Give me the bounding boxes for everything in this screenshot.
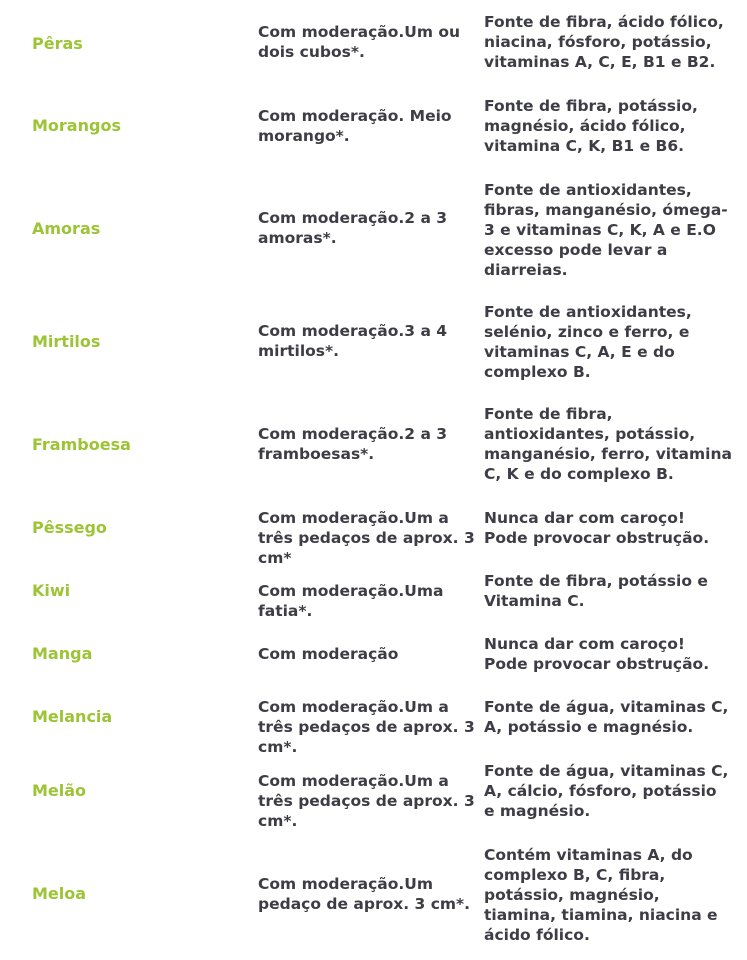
portion-text: Com moderação xyxy=(258,645,399,663)
benefits-text: Fonte de fibra, potássio, magnésio, ácido fólico, vitamina C, K, B1 e B6. xyxy=(484,97,698,155)
benefits-text: Fonte de fibra, antioxidantes, potássio, manganésio, ferro, vitamina C, K e do complexo B. xyxy=(484,405,732,483)
portion-text: Com moderação.Um a três pedaços de aprox. 3 cm*. xyxy=(258,698,475,756)
benefits-text: Fonte de antioxidantes, selénio, zinco e ferro, e vitaminas C, A, E e do complexo B. xyxy=(484,303,692,381)
table-row xyxy=(0,180,747,280)
portion-text: Com moderação.Um ou dois cubos*. xyxy=(258,23,461,61)
table-row xyxy=(0,697,747,756)
table-row xyxy=(0,96,747,156)
fruit-name: Pêras xyxy=(32,34,83,53)
fruit-name: Kiwi xyxy=(32,581,71,600)
portion-text: Com moderação.Um pedaço de aprox. 3 cm*. xyxy=(258,875,471,913)
benefits-text: Fonte de água, vitaminas C, A, potássio e magnésio. xyxy=(484,698,729,736)
table-row xyxy=(0,12,747,72)
benefits-text: Nunca dar com caroço! Pode provocar obstrução. xyxy=(484,509,710,547)
table-row xyxy=(0,508,747,567)
portion-text: Com moderação.Um a três pedaços de aprox. 3 cm* xyxy=(258,509,475,567)
benefits-text: Fonte de fibra, ácido fólico, niacina, fósforo, potássio, vitaminas A, C, E, B1 e B2. xyxy=(484,13,724,71)
fruit-name: Mirtilos xyxy=(32,332,101,351)
table-row xyxy=(0,571,747,620)
fruit-name: Melão xyxy=(32,781,87,800)
fruit-name: Manga xyxy=(32,644,93,663)
fruit-name: Meloa xyxy=(32,884,87,903)
table-row xyxy=(0,634,747,674)
portion-text: Com moderação.2 a 3 framboesas*. xyxy=(258,425,448,463)
benefits-text: Fonte de antioxidantes, fibras, manganésio, ómega-3 e vitaminas C, K, A e E.O excesso pode levar a diarreias. xyxy=(484,181,728,279)
portion-text: Com moderação.3 a 4 mirtilos*. xyxy=(258,322,448,360)
table-row xyxy=(0,302,747,382)
portion-text: Com moderação.2 a 3 amoras*. xyxy=(258,209,448,247)
table-row xyxy=(0,404,747,484)
benefits-text: Fonte de fibra, potássio e Vitamina C. xyxy=(484,572,708,610)
fruit-name: Amoras xyxy=(32,219,101,238)
fruit-name: Morangos xyxy=(32,116,121,135)
portion-text: Com moderação.Uma fatia*. xyxy=(258,582,444,620)
benefits-text: Fonte de água, vitaminas C, A, cálcio, fósforo, potássio e magnésio. xyxy=(484,762,729,820)
portion-text: Com moderação.Um a três pedaços de aprox. 3 cm*. xyxy=(258,772,475,830)
fruit-name: Framboesa xyxy=(32,435,131,454)
benefits-text: Nunca dar com caroço! Pode provocar obstrução. xyxy=(484,635,710,673)
portion-text: Com moderação. Meio morango*. xyxy=(258,107,452,145)
table-row xyxy=(0,845,747,945)
table-row xyxy=(0,761,747,830)
fruit-name: Pêssego xyxy=(32,518,107,537)
fruit-name: Melancia xyxy=(32,707,113,726)
benefits-text: Contém vitaminas A, do complexo B, C, fibra, potássio, magnésio, tiamina, tiamina, niacina e ácido fólico. xyxy=(484,846,718,944)
